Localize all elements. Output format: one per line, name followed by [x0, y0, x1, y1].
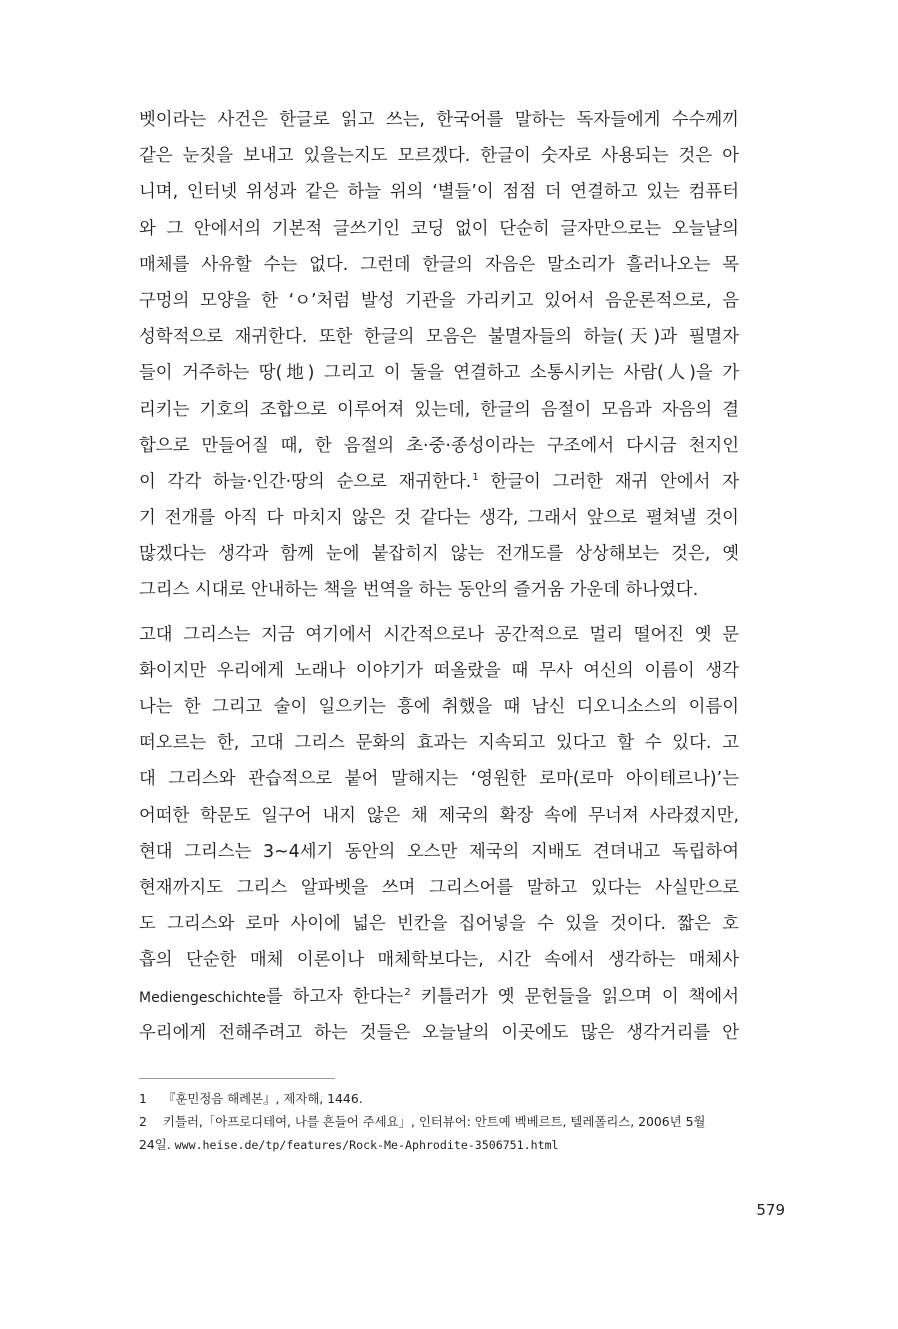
- text-line: 벳이라는 사건은 한글로 읽고 쓰는, 한국어를 말하는 독자들에게 수수께끼: [139, 110, 739, 130]
- text-line: 매체를 사유할 수는 없다. 그런데 한글의 자음은 말소리가 흘러나오는 목: [139, 254, 739, 275]
- text-line: 성학적으로 재귀한다. 또한 한글의 모음은 불멸자들의 하늘(天)과 필멸자: [139, 327, 739, 348]
- text-line: 같은 눈짓을 보내고 있을는지도 모르겠다. 한글이 숫자로 사용되는 것은 아: [139, 146, 739, 167]
- german-term: Mediengeschichte: [139, 989, 266, 1006]
- footnote-text: 24일.: [139, 1137, 171, 1152]
- text-line: 구멍의 모양을 한 ‘ㅇ’처럼 발성 기관을 가리키고 있어서 음운론적으로, 음: [139, 290, 739, 311]
- text-line: 니며, 인터넷 위성과 같은 하늘 위의 ‘별들’이 점점 더 연결하고 있는 컴퓨터: [139, 182, 739, 203]
- text-segment: 이 각각 하늘·인간·땅의 순으로 재귀한다.: [139, 471, 472, 492]
- text-line: 도 그리스와 로마 사이에 넓은 빈칸을 집어넣을 수 있을 것이다. 짧은 호: [139, 914, 739, 935]
- text-line: 합으로 만들어질 때, 한 음절의 초·중·종성이라는 구조에서 다시금 천지인: [139, 435, 739, 456]
- paragraph-2: [139, 617, 739, 1051]
- text-line: 와 그 안에서의 기본적 글쓰기인 코딩 없이 단순히 글자만으로는 오늘날의: [139, 218, 739, 239]
- text-line: 떠오르는 한, 고대 그리스 문화의 효과는 지속되고 있다고 할 수 있다. 고: [139, 733, 739, 754]
- footnote-divider: [139, 1078, 335, 1079]
- text-line: 흡의 단순한 매체 이론이나 매체학보다는, 시간 속에서 생각하는 매체사: [139, 950, 739, 971]
- text-line: 현대 그리스는 3~4세기 동안의 오스만 제국의 지배도 견뎌내고 독립하여: [139, 841, 739, 862]
- paragraph-1: [139, 102, 739, 609]
- text-line: 어떠한 학문도 일구어 내지 않은 채 제국의 확장 속에 무너져 사라졌지만,: [139, 805, 739, 826]
- body-text: [139, 102, 739, 1051]
- text-line: 대 그리스와 관습적으로 붙어 말해지는 ‘영원한 로마(로마 아이테르나)’는: [139, 769, 739, 790]
- footnote-ref-1: 1: [472, 471, 479, 483]
- footnote-number: 1: [139, 1091, 147, 1106]
- text-segment: 를 하고자 한다는: [265, 986, 404, 1007]
- text-line: 현재까지도 그리스 알파벳을 쓰며 그리스어를 말하고 있다는 사실만으로: [139, 877, 739, 898]
- text-line: 기 전개를 아직 다 마치지 않은 것 같다는 생각, 그래서 앞으로 펼쳐낼 것이: [139, 508, 739, 529]
- footnote-2: [139, 1110, 739, 1133]
- page-number: 579: [756, 1201, 785, 1219]
- text-line: 화이지만 우리에게 노래나 이야기가 떠올랐을 때 무사 여신의 이름이 생각: [139, 660, 739, 681]
- footnote-text: 『훈민정음 해례본』, 제자해, 1446.: [163, 1091, 363, 1106]
- footnote-number: 2: [139, 1114, 147, 1129]
- text-line-with-footnote: [139, 464, 739, 500]
- footnote-ref-2: 2: [404, 986, 411, 998]
- footnote-2-continued: [139, 1133, 739, 1156]
- text-line-with-footnote: [139, 979, 739, 1015]
- text-line: 많겠다는 생각과 함께 눈에 붙잡히지 않는 전개도를 상상해보는 것은, 옛: [139, 544, 739, 565]
- text-line: 우리에게 전해주려고 하는 것들은 오늘날의 이곳에도 많은 생각거리를 안: [139, 1022, 739, 1043]
- footnote-1: [139, 1087, 739, 1110]
- text-line: 고대 그리스는 지금 여기에서 시간적으로나 공간적으로 멀리 떨어진 옛 문: [139, 624, 739, 645]
- text-line: 들이 거주하는 땅(地) 그리고 이 둘을 연결하고 소통시키는 사람(人)을 가: [139, 363, 739, 384]
- footnotes: [139, 1087, 739, 1156]
- footnote-text: 키틀러,「아프로디테여, 나를 흔들어 주세요」, 인터뷰어: 안트예 벡베르트, 텔레폴리스, 2006년 5월: [163, 1114, 706, 1129]
- text-segment: 한글이 그러한 재귀 안에서 자: [490, 471, 739, 492]
- footnote-url-link[interactable]: www.heise.de/tp/features/Rock-Me-Aphrodite-3506751.html: [174, 1138, 559, 1152]
- text-line: 그리스 시대로 안내하는 책을 번역을 하는 동안의 즐거움 가운데 하나였다.: [139, 580, 699, 601]
- text-line: 리키는 기호의 조합으로 이루어져 있는데, 한글의 음절이 모음과 자음의 결: [139, 399, 739, 420]
- text-line: 나는 한 그리고 술이 일으키는 흥에 취했을 때 남신 디오니소스의 이름이: [139, 697, 739, 717]
- text-segment: 키틀러가 옛 문헌들을 읽으며 이 책에서: [420, 986, 739, 1007]
